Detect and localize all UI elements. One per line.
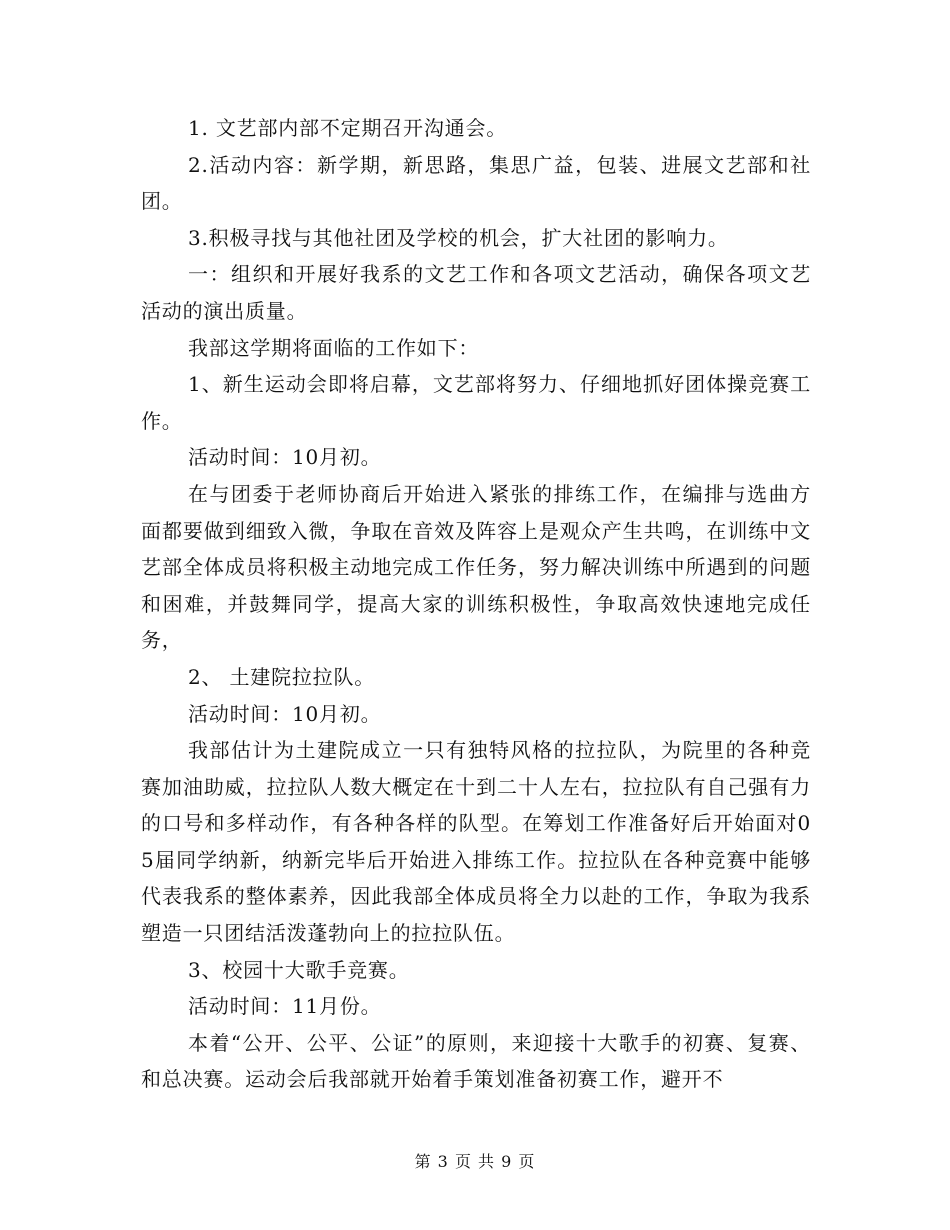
document-body <box>141 110 811 1098</box>
paragraph-14: 本着“公开、公平、公证”的原则，来迎接十大歌手的初赛、复赛、和总决赛。运动会后我部就开始着手策划准备初赛工作，避开不 <box>141 1030 811 1092</box>
paragraph-2: 2.活动内容：新学期，新思路，集思广益，包装、进展文艺部和社团。 <box>141 152 811 214</box>
paragraph-6: 1、新生运动会即将启幕，文艺部将努力、仔细地抓好团体操竞赛工作。 <box>141 372 811 433</box>
page-number: 第 3 页 共 9 页 <box>414 1152 536 1171</box>
paragraph-12: 3、校园十大歌手竞赛。 <box>188 957 410 982</box>
paragraph-1: 1. 文艺部内部不定期召开沟通会。 <box>188 116 508 140</box>
paragraph-3: 3.积极寻找与其他社团及学校的机会，扩大社团的影响力。 <box>188 225 729 250</box>
paragraph-11: 我部估计为土建院成立一只有独特风格的拉拉队，为院里的各种竞赛加油助威，拉拉队人数大概定在十到二十人左右，拉拉队有自己强有力的口号和多样动作，有各种各样的队型。在筹划工作准备好后开始面对05届同学纳新，纳新完毕后开始进入排练工作。拉拉队在各种竞赛中能够代表我系的整体素养，因此我部全体成员将全力以赴的工作，争取为我系塑造一只团结活泼蓬勃向上的拉拉队伍。 <box>141 738 811 946</box>
page-footer <box>0 1152 950 1172</box>
paragraph-8: 在与团委于老师协商后开始进入紧张的排练工作，在编排与选曲方面都要做到细致入微，争取在音效及阵容上是观众产生共鸣，在训练中文艺部全体成员将积极主动地完成工作任务，努力解决训练中所遇到的问题和困难，并鼓舞同学，提高大家的训练积极性，争取高效快速地完成任务， <box>141 481 811 653</box>
paragraph-10: 活动时间：10月初。 <box>188 701 382 726</box>
paragraph-13: 活动时间：11月份。 <box>188 994 382 1019</box>
paragraph-5: 我部这学期将面临的工作如下： <box>188 335 480 360</box>
paragraph-7: 活动时间：10月初。 <box>188 445 382 470</box>
paragraph-9: 2、 土建院拉拉队。 <box>188 664 376 689</box>
paragraph-4: 一：组织和开展好我系的文艺工作和各项文艺活动，确保各项文艺活动的演出质量。 <box>141 262 811 323</box>
